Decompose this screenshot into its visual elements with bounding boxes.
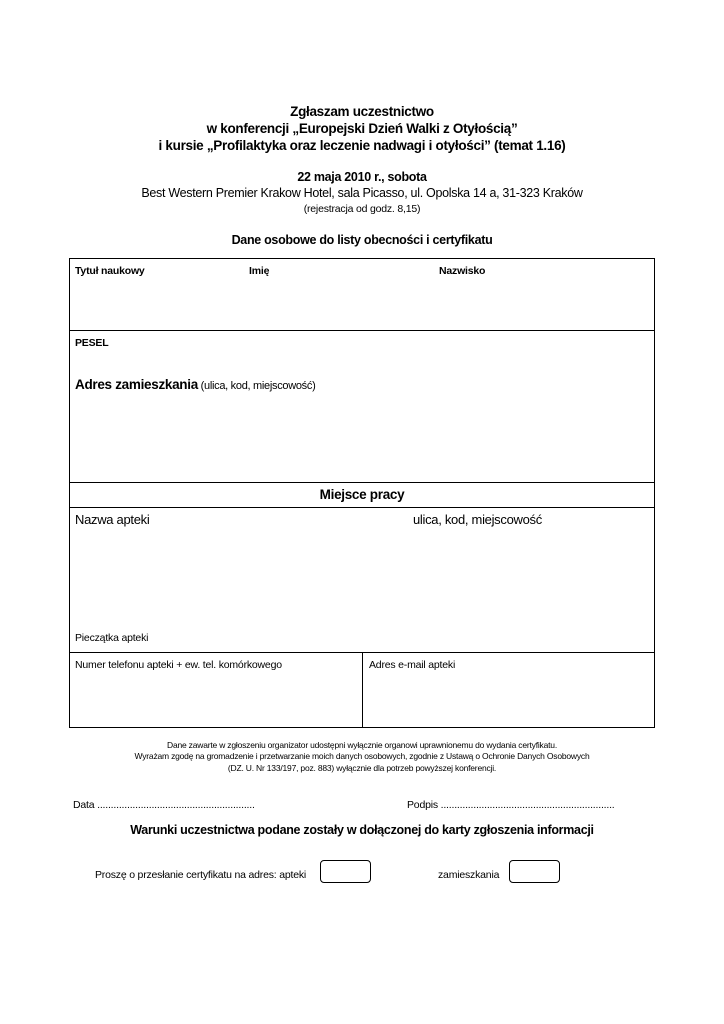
consent-line-2: Wyrażam zgodę na gromadzenie i przetwarzanie moich danych osobowych, zgodnie z Ustawą o Ochronie Danych Osobowych [134,751,590,761]
first-name-label: Imię [249,265,270,277]
course-title: i kursie „Profilaktyka oraz leczenie nadwagi i otyłości” (temat 1.16) [158,138,566,153]
title-label: Tytuł naukowy [75,265,145,277]
consent-line-3: (DZ. U. Nr 133/197, poz. 883) wyłącznie dla potrzeb powyższej konferencji. [227,763,497,773]
date-field[interactable]: Data .......................................................... [73,799,255,811]
registration-time: (rejestracja od godz. 8,15) [303,203,421,215]
event-venue: Best Western Premier Krakow Hotel, sala Picasso, ul. Opolska 14 a, 31-323 Kraków [141,186,583,200]
pharmacy-name-label: Nazwa apteki [75,512,150,527]
form-title: Zgłaszam uczestnictwo [290,104,434,119]
address-label [75,377,315,392]
address-label-text: Adres zamieszkania [75,377,198,392]
email-label: Adres e-mail apteki [369,659,456,671]
stamp-label: Pieczątka apteki [75,632,149,644]
consent-line-1: Dane zawarte w zgłoszeniu organizator udostępni wyłącznie organowi uprawnionemu do wydania certyfikatu. [167,740,557,750]
phone-label: Numer telefonu apteki + ew. tel. komórkowego [75,659,282,671]
certificate-prompt: Proszę o przesłanie certyfikatu na adres: apteki [95,869,307,881]
home-address-checkbox[interactable] [509,860,560,883]
event-date: 22 maja 2010 r., sobota [297,170,427,184]
home-address-label: zamieszkania [438,869,500,881]
conference-title: w konferencji „Europejski Dzień Walki z Otyłością” [206,121,518,136]
address-hint: (ulica, kod, miejscowość) [197,380,316,392]
name-field[interactable] [70,280,654,328]
pharmacy-address-label: ulica, kod, miejscowość [413,512,542,527]
pharmacy-address-checkbox[interactable] [320,860,371,883]
phone-field[interactable] [70,674,360,726]
divider [69,507,655,508]
address-field[interactable] [70,396,654,480]
last-name-label: Nazwisko [439,265,486,277]
divider [69,330,655,331]
conditions-note: Warunki uczestnictwa podane zostały w dołączonej do karty zgłoszenia informacji [130,823,594,837]
pesel-field[interactable] [120,334,650,364]
signature-field[interactable]: Podpis ................................................................ [407,799,615,811]
column-divider [362,652,363,728]
divider [69,482,655,483]
workplace-title: Miejsce pracy [319,487,405,502]
section-title: Dane osobowe do listy obecności i certyfikatu [231,233,493,247]
email-field[interactable] [364,674,653,726]
pesel-label: PESEL [75,337,109,349]
pharmacy-field[interactable] [70,530,654,626]
